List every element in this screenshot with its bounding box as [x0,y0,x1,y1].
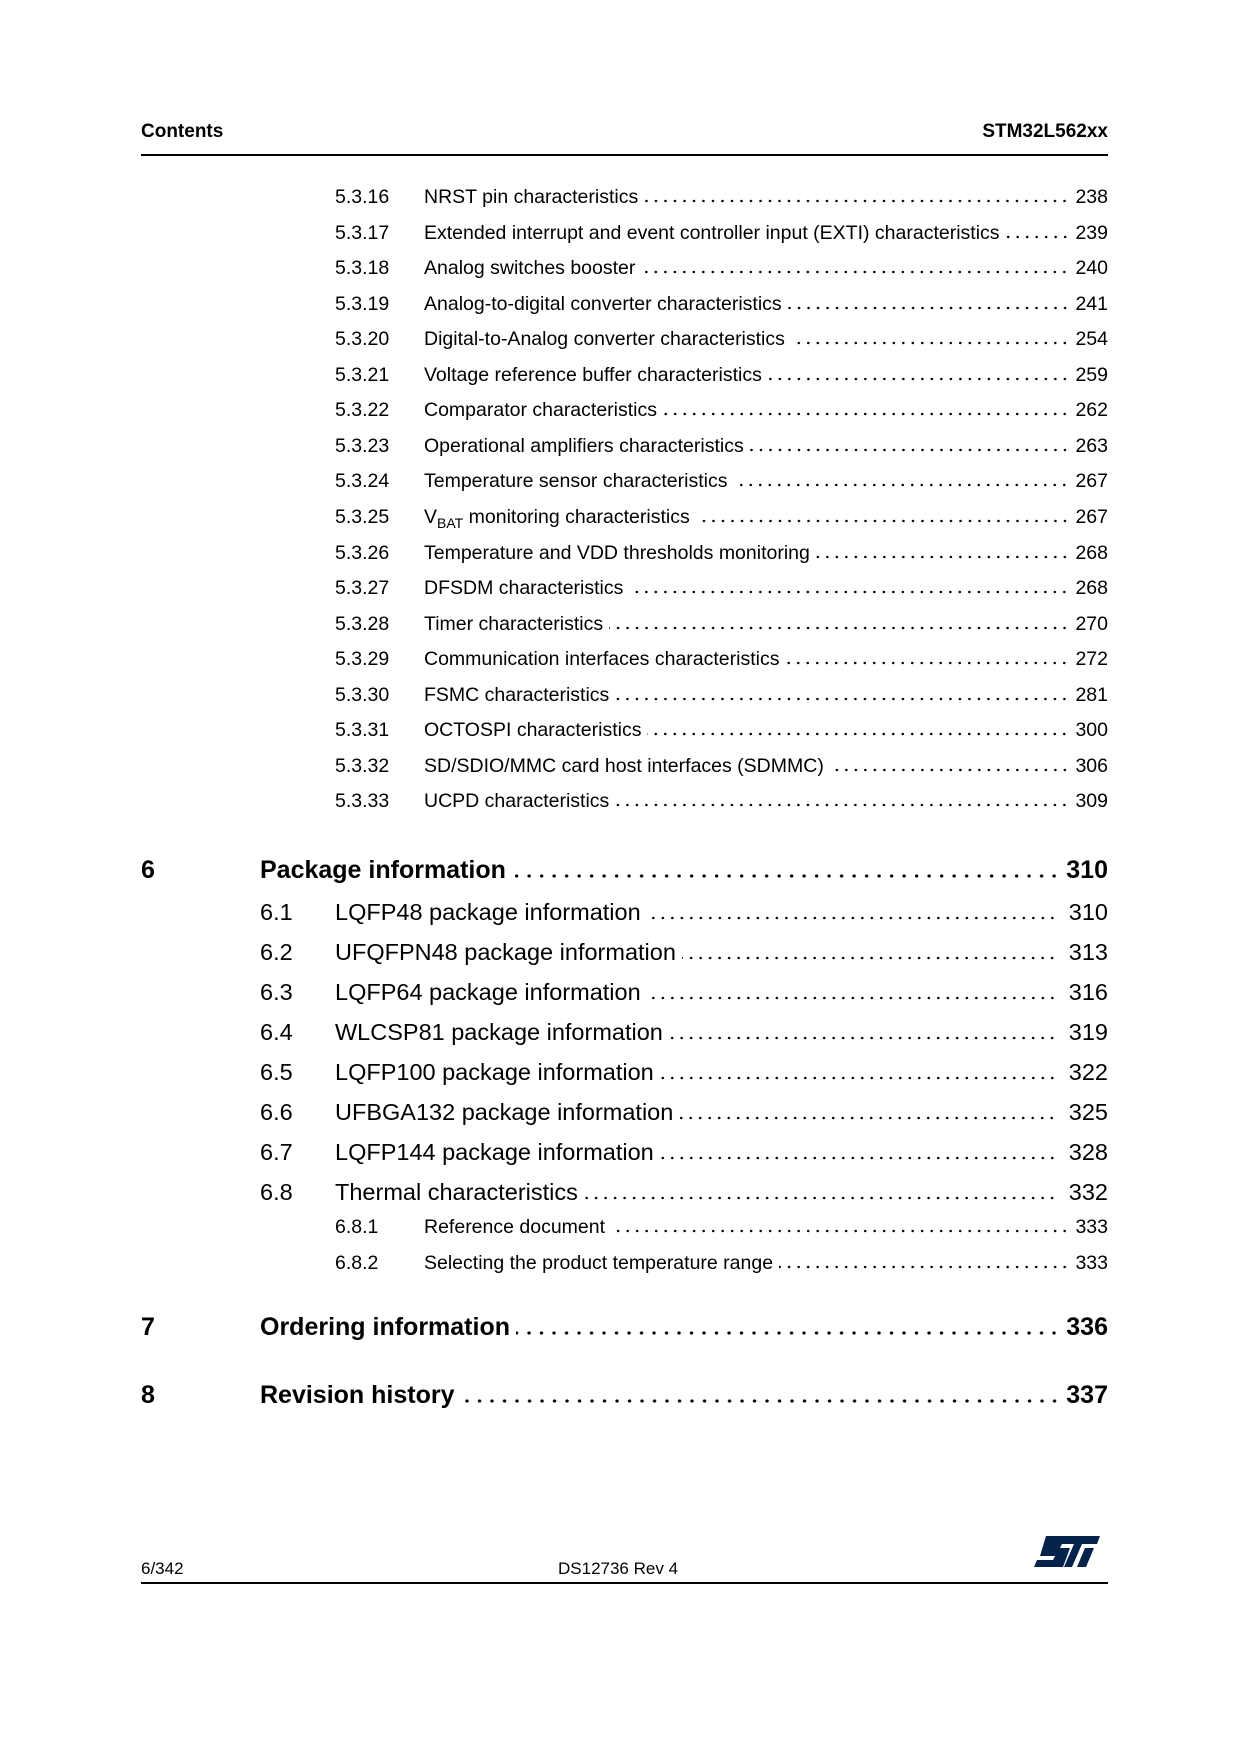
dot-leader [516,1331,1060,1335]
toc-entry[interactable] [141,222,1108,246]
title-prefix: V [424,505,438,528]
toc-entry-number: 5.3.19 [335,292,390,315]
toc-entry-number: 6.1 [260,899,293,925]
toc-entry-page: 241 [1075,292,1108,315]
toc-entry[interactable] [141,613,1108,637]
toc-entry-number: 5.3.18 [335,257,390,280]
dot-leader [461,1399,1061,1403]
toc-entry[interactable] [141,648,1108,672]
dot-leader [611,1229,1069,1233]
toc-entry-page: 310 [1068,899,1108,925]
toc-entry[interactable] [141,856,1108,886]
toc-entry-title: Package information [260,856,506,884]
toc-entry-page: 325 [1068,1099,1108,1125]
toc-entry-title: Reference document [424,1216,606,1238]
toc-entry-number: 6.8.2 [335,1251,379,1274]
toc-entry-page: 306 [1075,754,1108,777]
toc-entry-page: 270 [1075,612,1108,635]
toc-entry[interactable] [141,1252,1108,1276]
dot-leader [647,996,1057,1000]
toc-entry[interactable] [141,364,1108,388]
toc-entry-number: 6.7 [260,1139,293,1165]
toc-entry-title: UCPD characteristics [424,790,610,813]
toc-entry-title: Operational amplifiers characteristics [424,434,744,457]
dot-leader [816,555,1070,559]
toc-entry-number: 5.3.33 [335,790,390,813]
toc-entry-page: 319 [1068,1019,1108,1045]
title-text: monitoring characteristics [463,505,690,528]
toc-entry-title [424,506,690,531]
toc-entry-page: 316 [1068,979,1108,1005]
toc-entry-page: 262 [1075,399,1108,422]
toc-entry[interactable] [141,435,1108,459]
toc-entry-number: 5.3.25 [335,505,390,528]
toc-entry-page: 328 [1068,1139,1108,1165]
toc-entry[interactable] [141,684,1108,708]
header-doc-title: STM32L562xx [982,121,1108,142]
toc-entry-page: 313 [1068,939,1108,965]
toc-entry-title: Selecting the product temperature range [424,1251,774,1274]
toc-entry-title: Ordering information [260,1313,510,1341]
toc-entry-number: 5.3.26 [335,541,390,564]
toc-entry-title: NRST pin characteristics [424,186,639,208]
dot-leader [584,1196,1057,1200]
toc-entry-page: 309 [1075,790,1108,813]
toc-entry-title: Extended interrupt and event controller input (EXTI) characteristics [424,221,1000,244]
dot-leader [660,1156,1057,1160]
toc-entry-title: Analog switches booster [424,257,636,280]
toc-entry-number: 6.8 [260,1179,293,1205]
toc-entry-number: 5.3.22 [335,399,390,422]
toc-entry-title: UFQFPN48 package information [335,939,676,965]
toc-entry[interactable] [141,939,1108,967]
toc-entry[interactable] [141,470,1108,494]
toc-entry-number: 5.3.23 [335,434,390,457]
header-rule [141,154,1108,156]
header-section-label: Contents [141,121,224,142]
footer-rule [141,1582,1108,1584]
toc-entry[interactable] [141,719,1108,743]
toc-entry[interactable] [141,755,1108,779]
toc-entry[interactable] [141,399,1108,423]
toc-entry-page: 272 [1075,648,1108,671]
toc-entry-page: 333 [1075,1216,1108,1238]
dot-leader [641,270,1069,274]
toc-entry-title: OCTOSPI characteristics [424,719,642,742]
toc-entry-page: 238 [1075,186,1108,208]
toc-entry-number: 6.4 [260,1019,293,1045]
toc-entry-number: 5.3.17 [335,221,390,244]
dot-leader [830,768,1070,772]
toc-entry-number: 5.3.30 [335,683,390,706]
toc-entry-page: 259 [1075,363,1108,386]
dot-leader [696,519,1070,523]
toc-entry-number: 7 [141,1313,155,1341]
dot-leader [660,1076,1057,1080]
dot-leader [679,1116,1056,1120]
toc-entry-page: 336 [1066,1313,1108,1341]
toc-entry-number: 5.3.24 [335,470,390,493]
toc-entry[interactable] [141,257,1108,281]
toc-entry-title: Communication interfaces characteristics [424,648,780,671]
dot-leader [768,377,1070,381]
toc-entry[interactable] [141,506,1108,530]
toc-entry-page: 333 [1075,1251,1108,1274]
toc-entry-title: Timer characteristics [424,612,604,635]
toc-entry[interactable] [141,1313,1108,1343]
dot-leader [669,1036,1057,1040]
dot-leader [791,341,1070,345]
toc-entry-title: DFSDM characteristics [424,577,624,600]
toc-entry-page: 337 [1066,1381,1108,1409]
toc-entry-number: 6.5 [260,1059,293,1085]
toc-entry-number: 5.3.32 [335,754,390,777]
toc-entry-page: 268 [1075,541,1108,564]
dot-leader [750,448,1070,452]
dot-leader [785,661,1069,665]
toc-entry-title: Revision history [260,1381,455,1409]
toc-entry[interactable] [141,1216,1108,1240]
toc-entry[interactable] [141,1179,1108,1207]
toc-entry-number: 6.8.1 [335,1216,379,1238]
toc-entry-title: LQFP100 package information [335,1059,654,1085]
toc-entry-number: 5.3.20 [335,328,390,351]
toc-entry-title: Thermal characteristics [335,1179,578,1205]
toc-entry-title: FSMC characteristics [424,683,610,706]
toc-entry[interactable] [141,293,1108,317]
toc-entry-number: 5.3.16 [335,186,390,208]
toc-entry-number: 5.3.28 [335,612,390,635]
toc-entry-number: 5.3.27 [335,577,390,600]
toc-entry-title: SD/SDIO/MMC card host interfaces (SDMMC) [424,754,824,777]
dot-leader [788,306,1070,310]
st-logo-icon [1034,1535,1102,1568]
toc-entry-number: 8 [141,1381,155,1409]
toc-entry[interactable] [141,186,1108,210]
dot-leader [644,199,1069,203]
footer-page-number: 6/342 [141,1559,184,1578]
toc-entry-title: UFBGA132 package information [335,1099,674,1125]
toc-entry-title: Analog-to-digital converter characteristics [424,292,782,315]
dot-leader [615,697,1069,701]
toc-entry[interactable] [141,1019,1108,1047]
dot-leader [615,803,1069,807]
dot-leader [779,1265,1069,1269]
toc-entry-title: LQFP64 package information [335,979,641,1005]
toc-entry-page: 267 [1075,505,1108,528]
toc-entry-page: 268 [1075,577,1108,600]
footer-doc-id: DS12736 Rev 4 [558,1559,679,1578]
dot-leader [647,916,1057,920]
toc-entry-number: 6.6 [260,1099,293,1125]
toc-entry[interactable] [141,899,1108,927]
toc-entry-title: Temperature and VDD thresholds monitoring [424,541,810,564]
toc-entry-page: 332 [1068,1179,1108,1205]
toc-entry-title: LQFP144 package information [335,1139,654,1165]
toc-entry[interactable] [141,1099,1108,1127]
toc-entry-title: Digital-to-Analog converter characteristics [424,328,785,351]
toc-entry-number: 5.3.31 [335,719,390,742]
dot-leader [663,412,1069,416]
toc-entry-title: LQFP48 package information [335,899,641,925]
dot-leader [733,483,1069,487]
toc-entry-page: 254 [1075,328,1108,351]
title-subscript: BAT [437,514,464,531]
toc-entry-number: 6.2 [260,939,293,965]
toc-entry-number: 5.3.29 [335,648,390,671]
dot-leader [629,590,1069,594]
toc-entry-page: 239 [1075,221,1108,244]
dot-leader [682,956,1057,960]
toc-entry-title: WLCSP81 package information [335,1019,663,1045]
dot-leader [1006,235,1070,239]
toc-entry-title: Voltage reference buffer characteristics [424,363,762,386]
toc-entry[interactable] [141,542,1108,566]
toc-entry-page: 322 [1068,1059,1108,1085]
toc-entry-page: 310 [1066,856,1108,884]
toc-entry-page: 300 [1075,719,1108,742]
toc-entry-page: 240 [1075,257,1108,280]
toc-entry[interactable] [141,1139,1108,1167]
toc-entry[interactable] [141,328,1108,352]
dot-leader [512,874,1060,878]
toc-entry[interactable] [141,790,1108,814]
dot-leader [609,626,1069,630]
toc-entry[interactable] [141,577,1108,601]
toc-entry-number: 6.3 [260,979,293,1005]
toc-entry[interactable] [141,1381,1108,1411]
toc-entry-number: 6 [141,856,155,884]
dot-leader [647,732,1069,736]
toc-entry-page: 267 [1075,470,1108,493]
toc-entry[interactable] [141,1059,1108,1087]
toc-entry-title: Comparator characteristics [424,399,657,422]
toc-entry-page: 263 [1075,434,1108,457]
toc-entry-title: Temperature sensor characteristics [424,470,728,493]
toc-entry[interactable] [141,979,1108,1007]
toc-entry-number: 5.3.21 [335,363,390,386]
toc-entry-page: 281 [1075,683,1108,706]
